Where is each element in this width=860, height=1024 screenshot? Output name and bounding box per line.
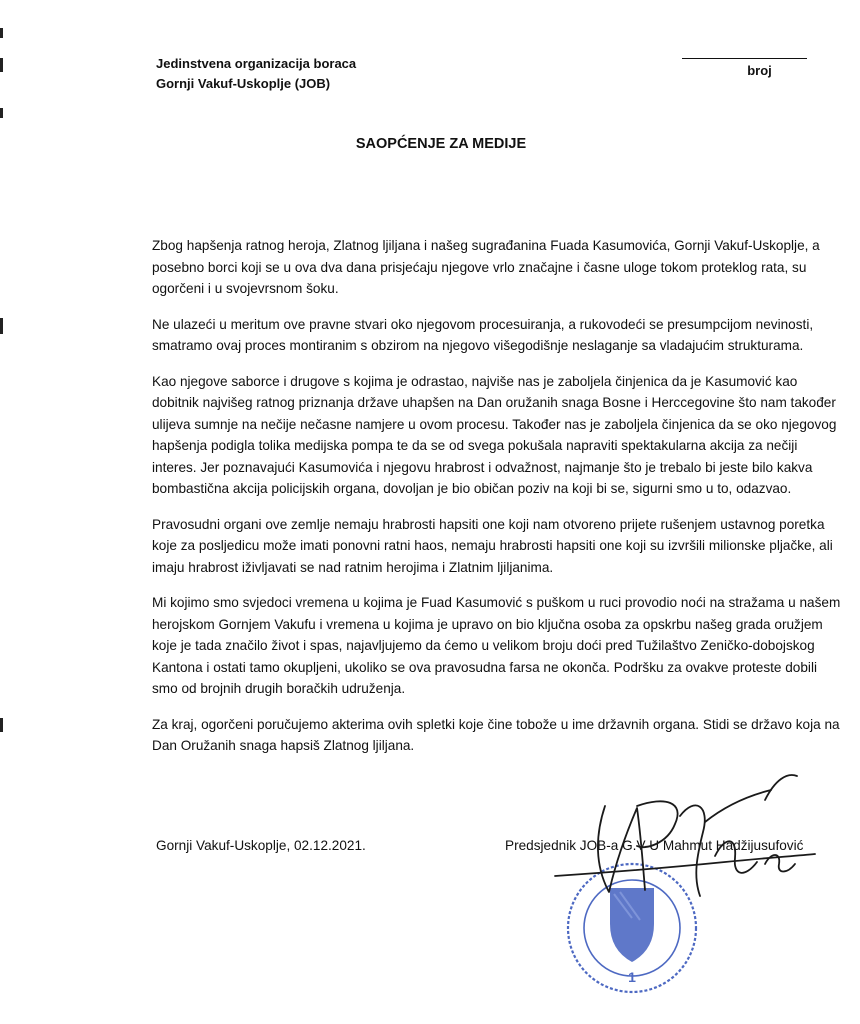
document-number-block bbox=[682, 58, 807, 78]
number-label: broj bbox=[747, 63, 772, 78]
press-release-body bbox=[152, 235, 842, 771]
stamp-number: 1 bbox=[628, 969, 636, 985]
org-name-line2: Gornji Vakuf-Uskoplje (JOB) bbox=[156, 76, 331, 91]
number-underline bbox=[682, 58, 807, 59]
paragraph: Kao njegove saborce i drugove s kojima je odrastao, najviše nas je zaboljela činjenica da je Kasumović kao dobitnik najvišeg ratnog priznanja države uhapšen na Dan oružanih snaga Bosne i Herccegovine što nam također ulijeva sumnje na nečije nečasne namjere u ovom procesu. Također nas je zaboljela činjenica da se oko njegovog hapšenja podigla tolika medijska pompa te da se od svega pokušala napraviti spektakularna akcija za nečiji interes. Jer poznavajući Kasumovića i njegovu hrabrost i odvažnost, najmanje što je trebalo bi jeste bilo kakva bombastična akcija policijskih organa, dovoljan je bio običan poziv na koji bi se, sigurni smo u to, odazvao. bbox=[152, 373, 837, 496]
place-and-date: Gornji Vakuf-Uskoplje, 02.12.2021. bbox=[156, 838, 366, 853]
paragraph: Pravosudni organi ove zemlje nemaju hrabrosti hapsiti one koji nam otvoreno prijete rušenjem ustavnog poretka koje za posljedicu može imati ponovni ratni haos, nemaju hrabrosti hapsiti one koji su izvršili milionske pljačke, ali imaju hrabrost iživljavati se nad ratnim herojima i Zlatnim ljiljanima. bbox=[152, 516, 833, 575]
paragraph: Za kraj, ogorčeni poručujemo akterima ovih spletki koje čine tobože u ime državnih organa. Stidi se državo koja na Dan Oružanih snaga hapsiš Zlatnog ljiljana. bbox=[152, 716, 840, 753]
handwritten-signature bbox=[525, 766, 825, 916]
org-name-line1: Jedinstvena organizacija boraca bbox=[156, 56, 357, 71]
organization-header bbox=[156, 54, 356, 94]
paragraph: Mi kojimo smo svjedoci vremena u kojima je Fuad Kasumović s puškom u ruci provodio noći na stražama u našem herojskom Gornjem Vakufu i vremena u kojima je upravo on bio ključna osoba za opskrbu našeg grada oružjem koje je tada značilo život i spas, najavljujemo da ćemo u velikom broju doći pred Tužilaštvo Zeničko-dobojskog Kantona i ostati tamo okupljeni, ukoliko se ova pravosudna farsa ne okonča. Podršku za ovakve proteste dobili smo od brojnih drugih boračkih udruženja. bbox=[152, 595, 841, 696]
paragraph: Zbog hapšenja ratnog heroja, Zlatnog ljiljana i našeg sugrađanina Fuada Kasumovića, Gornji Vakuf-Uskoplje, a posebno borci koji se u ova dva dana prisjećaju njegove vrlo značajne i časne uloge tokom proteklog rata, su ogorčeni i u svojevrsnom šoku. bbox=[152, 238, 820, 296]
signer-line: Predsjednik JOB-a G.V-U Mahmut Hadžijusufović bbox=[505, 838, 804, 853]
paragraph: Ne ulazeći u meritum ove pravne stvari oko njegovom procesuiranja, a rukovodeći se presumpcijom nevinosti, smatramo ovaj proces montiranim s obzirom na njegovo višegodišnje neslaganje sa vladajućim strukturama. bbox=[152, 316, 814, 353]
page-title: SAOPĆENJE ZA MEDIJE bbox=[355, 136, 527, 152]
scan-edge-marks bbox=[0, 18, 4, 778]
